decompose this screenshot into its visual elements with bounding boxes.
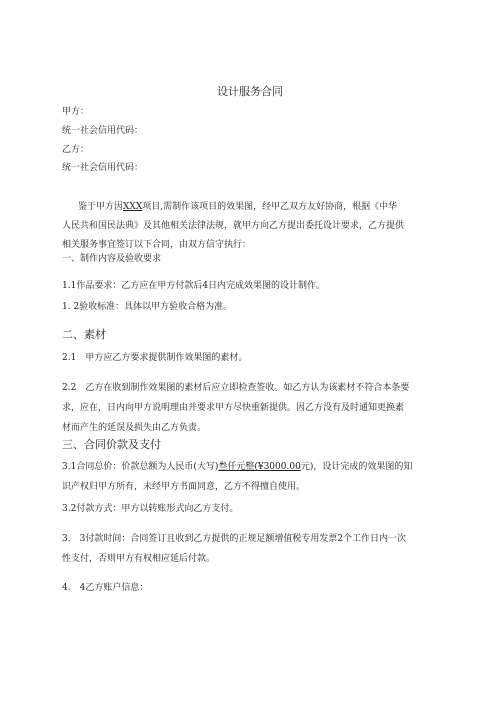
intro-line-3: 相关服务事宜签订以下合同，由双方信守执行： (62, 240, 252, 250)
credit-code-b-label: 统一社会信用代码： (62, 163, 144, 173)
section-3-item-1-line-2: 识产权归甲方所有，未经甲方书面同意，乙方不得擅自使用。 (62, 482, 306, 492)
document-title: 设计服务合同 (217, 85, 283, 98)
section-3-item-4: 4. 4乙方账户信息： (62, 583, 149, 593)
section-1-item-1: 1.1作品要求：乙方应在甲方付款后4日内完成效果图的设计制作。 (62, 281, 326, 291)
section-3-item-1-line-1: 3.1合同总价：价款总额为人民币(大写)叁仟元整(¥3000.00元)，设计完成的效果图的知 (62, 462, 413, 472)
section-3-item-2: 3.2付款方式：甲方以转账形式向乙方支付。 (62, 504, 239, 514)
section-3-item-3-line-2: 性支付，否则甲方有权相应延后付款。 (62, 554, 216, 564)
section-1-heading: 一、制作内容及验收要求 (62, 254, 162, 264)
section-2-item-1: 2.1 甲方应乙方要求提供制作效果图的素材。 (62, 353, 248, 363)
credit-code-a-label: 统一社会信用代码： (62, 126, 144, 136)
section-3-heading: 三、合同价款及支付 (62, 438, 161, 451)
contract-amount: 叁仟元整(¥3000.00 (218, 462, 301, 472)
party-a-label: 甲方： (62, 107, 90, 117)
intro-line-1: 鉴于甲方因XXX项目,需制作该项目的效果图，经甲乙双方友好协商，根据《中华 (78, 202, 398, 212)
project-name: XXX (123, 202, 143, 212)
section-2-heading: 二、素材 (62, 328, 106, 341)
party-b-label: 乙方： (62, 145, 90, 155)
section-2-item-2-line-2: 求，应在，日内向甲方说明理由并要求甲方尽快重新提供。因乙方没有及时通知更换素 (62, 403, 405, 413)
section-1-item-2: 1. 2验收标准：具体以甲方验收合格为准。 (62, 302, 233, 312)
section-2-item-2-line-1: 2.2 乙方在收到制作效果图的素材后应立即检查签收。如乙方认为该素材不符合本条要 (62, 383, 410, 393)
intro-line-2: 人民共和国民法典》及其他相关法律法规，就甲方向乙方提出委托设计要求，乙方提供 (62, 221, 405, 231)
section-3-item-3-line-1: 3. 3付款时间：合同签订且收到乙方提供的正规足额增值税专用发票2个工作日内一次 (62, 534, 407, 544)
section-2-item-2-line-3: 材而产生的延误及损失由乙方负责。 (62, 423, 207, 433)
